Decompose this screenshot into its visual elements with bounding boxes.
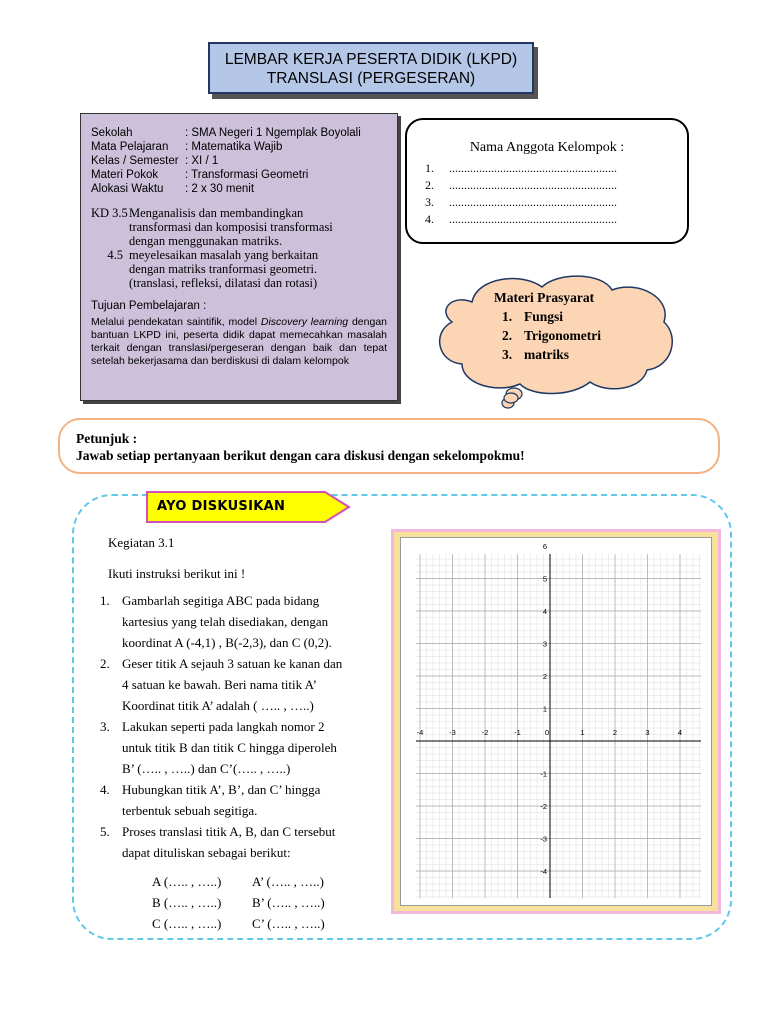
step-line: Geser titik A sejauh 3 satuan ke kanan dan [122, 656, 343, 671]
member-blank: ........................................................ [449, 178, 617, 192]
cartesian-grid-panel [400, 537, 712, 906]
step-line: kartesius yang telah disediakan, dengan [122, 614, 329, 629]
y-tick-label: -1 [540, 769, 547, 779]
step-number: 3. [100, 719, 110, 734]
member-line[interactable] [425, 211, 669, 228]
y-tick-label: 4 [542, 607, 547, 616]
prasyarat-label: Fungsi [524, 309, 564, 324]
kegiatan-label: Kegiatan 3.1 [108, 535, 175, 550]
original-point[interactable]: A (….. , …..) [152, 874, 222, 889]
step-number: 1. [100, 593, 110, 608]
step-line: Lakukan seperti pada langkah nomor 2 [122, 719, 325, 734]
step-line: 4 satuan ke bawah. Beri nama titik A’ [122, 677, 317, 692]
member-line[interactable] [425, 194, 669, 211]
instruction-step [100, 716, 380, 779]
kd-item [91, 206, 387, 248]
x-tick-label: 0 [544, 728, 550, 737]
tujuan-heading: Tujuan Pembelajaran : [91, 300, 207, 312]
step-number: 5. [100, 824, 110, 839]
step-line: terbentuk sebuah segitiga. [122, 803, 258, 818]
step-line: Hubungkan titik A’, B’, dan C’ hingga [122, 782, 321, 797]
prasyarat-item [502, 326, 601, 345]
group-members-box [405, 118, 689, 244]
info-value: : 2 x 30 menit [185, 183, 255, 195]
member-number: 2. [425, 178, 434, 192]
member-blank: ........................................................ [449, 161, 617, 175]
info-key: Kelas / Semester [91, 155, 179, 167]
activity-intro: Ikuti instruksi berikut ini ! [108, 566, 246, 581]
step-number: 2. [100, 656, 110, 671]
original-point[interactable]: C (….. , …..) [152, 916, 222, 931]
info-value: : SMA Negeri 1 Ngemplak Boyolali [185, 127, 361, 139]
step-line: untuk titik B dan titik C hingga diperoleh [122, 740, 337, 755]
prasyarat-label: matriks [524, 347, 569, 362]
info-value: : XI / 1 [185, 155, 219, 167]
x-tick-label: -2 [481, 728, 489, 737]
member-line[interactable] [425, 177, 669, 194]
instruction-step [100, 821, 380, 863]
instruction-step [100, 779, 380, 821]
step-line: B’ (….. , …..) dan C’(….. , …..) [122, 761, 291, 776]
kd-line: (translasi, refleksi, dilatasi dan rotasi) [129, 276, 318, 290]
translation-pair [152, 871, 380, 892]
kd-line: dengan matriks tranformasi geometri. [129, 262, 318, 276]
x-tick-label: -3 [449, 728, 456, 737]
prasyarat-item [502, 345, 601, 364]
y-tick-label: 6 [542, 542, 547, 551]
petunjuk-box [58, 418, 720, 474]
info-row [91, 126, 387, 140]
kd-line: transformasi dan komposisi transformasi [129, 220, 333, 234]
info-row [91, 168, 387, 182]
prasyarat-number: 1. [502, 309, 513, 324]
translated-point[interactable]: B’ (….. , …..) [252, 895, 325, 910]
banner-label: AYO DISKUSIKAN [157, 499, 286, 514]
step-line: dapat dituliskan sebagai berikut: [122, 845, 291, 860]
step-line: Proses translasi titik A, B, dan C tersebut [122, 824, 336, 839]
info-key: Sekolah [91, 127, 133, 139]
x-tick-label: -4 [416, 728, 424, 737]
y-tick-label: -3 [540, 834, 547, 844]
translated-point[interactable]: C’ (….. , …..) [252, 916, 325, 931]
prasyarat-item [502, 307, 601, 326]
step-line: Koordinat titik A’ adalah ( ….. , …..) [122, 698, 314, 713]
translation-pair [152, 913, 380, 934]
kd-line: meyelesaikan masalah yang berkaitan [129, 248, 319, 262]
info-value: : Transformasi Geometri [185, 169, 309, 181]
y-tick-label: 5 [542, 574, 547, 584]
member-blank: ........................................................ [449, 212, 617, 226]
petunjuk-text: Jawab setiap pertanyaan berikut dengan cara diskusi dengan sekelompokmu! [76, 448, 525, 463]
title-line-1: LEMBAR KERJA PESERTA DIDIK (LKPD) [224, 51, 518, 68]
y-tick-label: 1 [542, 704, 547, 714]
tujuan-text: Melalui pendekatan saintifik, model Discovery learning dengan bantuan LKPD ini, peserta didik dapat memecahkan masalah terkait dengan translasi/pergeseran dengan baik dan tepat setelah bekerjasama dan berdiskusi di dalam kelompok [91, 316, 387, 367]
prasyarat-label: Trigonometri [524, 328, 601, 343]
kd-item [91, 248, 387, 290]
kd-line: Menganalisis dan membandingkan [129, 206, 304, 220]
member-number: 4. [425, 212, 434, 226]
worksheet-title [208, 42, 534, 94]
x-tick-label: 4 [677, 728, 683, 737]
info-key: Alokasi Waktu [91, 183, 164, 195]
group-title: Nama Anggota Kelompok : [469, 140, 625, 155]
y-tick-label: -4 [540, 867, 547, 876]
instruction-step [100, 590, 380, 653]
step-line: koordinat A (-4,1) , B(-2,3), dan C (0,2). [122, 635, 332, 650]
y-tick-label: 2 [542, 672, 547, 681]
info-row [91, 140, 387, 154]
info-box [80, 113, 398, 401]
kd-line: dengan menggunakan matriks. [129, 234, 283, 248]
title-line-2: TRANSLASI (PERGESERAN) [266, 70, 476, 87]
cartesian-grid[interactable] [401, 538, 711, 905]
x-tick-label: -1 [514, 728, 521, 737]
y-tick-label: -2 [540, 802, 547, 811]
member-blank: ........................................................ [449, 195, 617, 209]
translation-pair [152, 892, 380, 913]
instruction-step [100, 653, 380, 716]
translated-point[interactable]: A’ (….. , …..) [252, 874, 324, 889]
x-tick-label: 2 [612, 728, 618, 737]
petunjuk-heading: Petunjuk : [76, 431, 138, 446]
step-line: Gambarlah segitiga ABC pada bidang [122, 593, 320, 608]
y-tick-label: 3 [542, 639, 547, 649]
materi-prasyarat [494, 288, 601, 364]
prasyarat-number: 3. [502, 347, 513, 362]
prasyarat-title: Materi Prasyarat [494, 290, 595, 305]
activity-content [100, 532, 380, 934]
prasyarat-number: 2. [502, 328, 513, 343]
info-value: : Matematika Wajib [185, 141, 283, 153]
kd-number: KD 3.5 [91, 206, 128, 220]
step-number: 4. [100, 782, 110, 797]
info-key: Materi Pokok [91, 169, 159, 181]
x-tick-label: 1 [580, 728, 585, 737]
kd-number: 4.5 [107, 248, 123, 262]
info-row [91, 182, 387, 196]
member-number: 1. [425, 161, 434, 175]
original-point[interactable]: B (….. , …..) [152, 895, 222, 910]
member-number: 3. [425, 195, 434, 209]
info-row [91, 154, 387, 168]
kompetensi-dasar [91, 206, 387, 290]
member-line[interactable] [425, 160, 669, 177]
info-key: Mata Pelajaran [91, 141, 169, 153]
x-tick-label: 3 [645, 728, 650, 737]
